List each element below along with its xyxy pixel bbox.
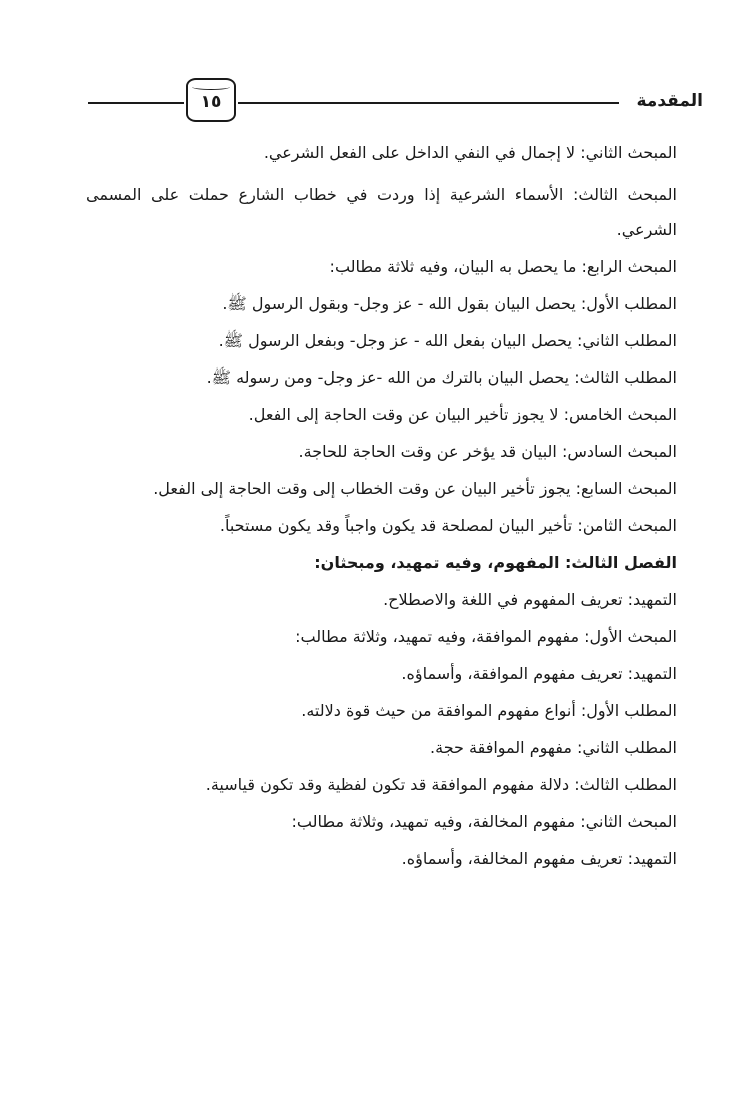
text-line: الشرعي. — [616, 220, 677, 239]
text-line: المطلب الثالث: يحصل البيان بالترك من الله -عز وجل- ومن رسوله ﷺ. — [206, 368, 677, 387]
text-line: المطلب الثاني: يحصل البيان بفعل الله - عز وجل- وبفعل الرسول ﷺ. — [218, 331, 677, 350]
text-line: المبحث الرابع: ما يحصل به البيان، وفيه ثلاثة مطالب: — [329, 257, 677, 276]
section-heading: الفصل الثالث: المفهوم، وفيه تمهيد، ومبحثان: — [314, 553, 677, 572]
text-line: المبحث الثامن: تأخير البيان لمصلحة قد يكون واجباً وقد يكون مستحباً. — [219, 516, 677, 535]
header-rule-right — [238, 102, 619, 104]
text-line: التمهيد: تعريف مفهوم المخالفة، وأسماؤه. — [401, 849, 677, 868]
text-line: المبحث الأول: مفهوم الموافقة، وفيه تمهيد، وثلاثة مطالب: — [295, 627, 677, 646]
page-number-badge: ١٥ — [186, 78, 236, 122]
page-header — [88, 78, 703, 124]
text-line: المبحث الثاني: لا إجمال في النفي الداخل على الفعل الشرعي. — [263, 143, 677, 162]
page-content — [86, 134, 677, 877]
text-line: المطلب الأول: أنواع مفهوم الموافقة من حيث قوة دلالته. — [301, 701, 677, 720]
text-line: المطلب الأول: يحصل البيان بقول الله - عز وجل- وبقول الرسول ﷺ. — [222, 294, 677, 313]
text-line: المطلب الثاني: مفهوم الموافقة حجة. — [430, 738, 677, 757]
text-line: المبحث الثالث: الأسماء الشرعية إذا وردت في خطاب الشارع حملت على المسمى — [86, 185, 677, 204]
header-rule-left — [88, 102, 184, 104]
text-line: المبحث الثاني: مفهوم المخالفة، وفيه تمهيد، وثلاثة مطالب: — [291, 812, 677, 831]
text-line: المبحث السابع: يجوز تأخير البيان عن وقت الخطاب إلى وقت الحاجة إلى الفعل. — [153, 479, 677, 498]
text-line: المبحث السادس: البيان قد يؤخر عن وقت الحاجة للحاجة. — [298, 442, 677, 461]
header-title: المقدمة — [636, 91, 703, 111]
text-line: المبحث الخامس: لا يجوز تأخير البيان عن وقت الحاجة إلى الفعل. — [248, 405, 677, 424]
text-line: التمهيد: تعريف مفهوم الموافقة، وأسماؤه. — [401, 664, 677, 683]
text-line: التمهيد: تعريف المفهوم في اللغة والاصطلاح. — [383, 590, 677, 609]
text-line: المطلب الثالث: دلالة مفهوم الموافقة قد تكون لفظية وقد تكون قياسية. — [205, 775, 677, 794]
